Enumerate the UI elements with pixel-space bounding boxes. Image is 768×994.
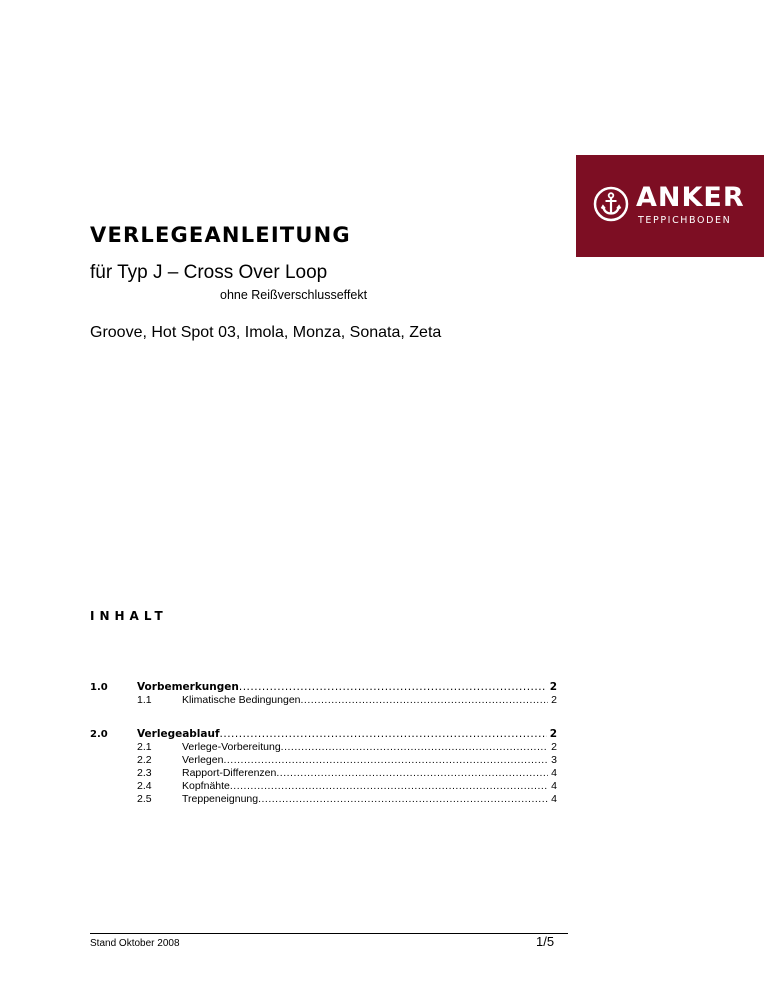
toc-section-title: Vorbemerkungen <box>137 681 239 693</box>
toc-page-number: 2 <box>551 741 557 753</box>
logo-tagline: TEPPICHBODEN <box>638 215 732 226</box>
toc-item-title: Rapport-Differenzen <box>182 767 277 779</box>
toc-item-title: Klimatische Bedingungen <box>182 694 301 706</box>
toc-item-row[interactable] <box>137 754 557 767</box>
toc-item-title: Treppeneignung <box>182 793 259 805</box>
toc-section-number: 1.0 <box>90 682 108 693</box>
toc-leader-dots <box>276 767 548 780</box>
toc-section-number: 2.0 <box>90 729 108 740</box>
toc-section-row[interactable] <box>137 728 557 741</box>
toc-leader-dots <box>223 754 548 767</box>
footer-divider <box>90 933 568 934</box>
footer-page-number: 1/5 <box>536 934 555 949</box>
toc-item-number: 2.2 <box>137 754 152 766</box>
toc-item-title: Verlegen <box>182 754 224 766</box>
toc-item-number: 2.4 <box>137 780 152 792</box>
toc-item-number: 2.3 <box>137 767 152 779</box>
toc-section-title: Verlegeablauf <box>137 728 220 740</box>
toc-page-number: 2 <box>549 728 557 740</box>
document-subtitle: für Typ J – Cross Over Loop <box>90 262 328 283</box>
toc-page-number: 2 <box>549 681 557 693</box>
toc-leader-dots <box>281 741 549 754</box>
anker-logo <box>576 155 764 257</box>
toc-page-number: 4 <box>551 767 557 779</box>
logo-brand: ANKER <box>636 182 745 213</box>
toc-heading: INHALT <box>90 609 168 623</box>
anchor-icon <box>593 186 629 222</box>
toc-leader-dots <box>230 780 548 793</box>
toc-item-row[interactable] <box>137 793 557 806</box>
toc-item-row[interactable] <box>137 767 557 780</box>
toc-item-number: 2.5 <box>137 793 152 805</box>
document-subtitle-note: ohne Reißverschlusseffekt <box>220 288 368 302</box>
toc-item-number: 2.1 <box>137 741 152 753</box>
toc-leader-dots <box>301 694 549 707</box>
toc-item-row[interactable] <box>137 780 557 793</box>
toc-page-number: 4 <box>551 793 557 805</box>
toc-item-row[interactable] <box>137 694 557 707</box>
toc-item-number: 1.1 <box>137 694 152 706</box>
toc-section-row[interactable] <box>137 681 557 694</box>
toc-page-number: 2 <box>551 694 557 706</box>
document-title: VERLEGEANLEITUNG <box>90 223 351 247</box>
product-list: Groove, Hot Spot 03, Imola, Monza, Sonata, Zeta <box>90 324 442 341</box>
toc-page-number: 3 <box>551 754 557 766</box>
toc-leader-dots <box>258 793 548 806</box>
toc-page-number: 4 <box>551 780 557 792</box>
toc-leader-dots <box>239 681 547 694</box>
toc-leader-dots <box>220 728 547 741</box>
toc-item-title: Kopfnähte <box>182 780 230 792</box>
footer-stand-date: Stand Oktober 2008 <box>90 938 180 949</box>
toc-item-row[interactable] <box>137 741 557 754</box>
toc-item-title: Verlege-Vorbereitung <box>182 741 281 753</box>
